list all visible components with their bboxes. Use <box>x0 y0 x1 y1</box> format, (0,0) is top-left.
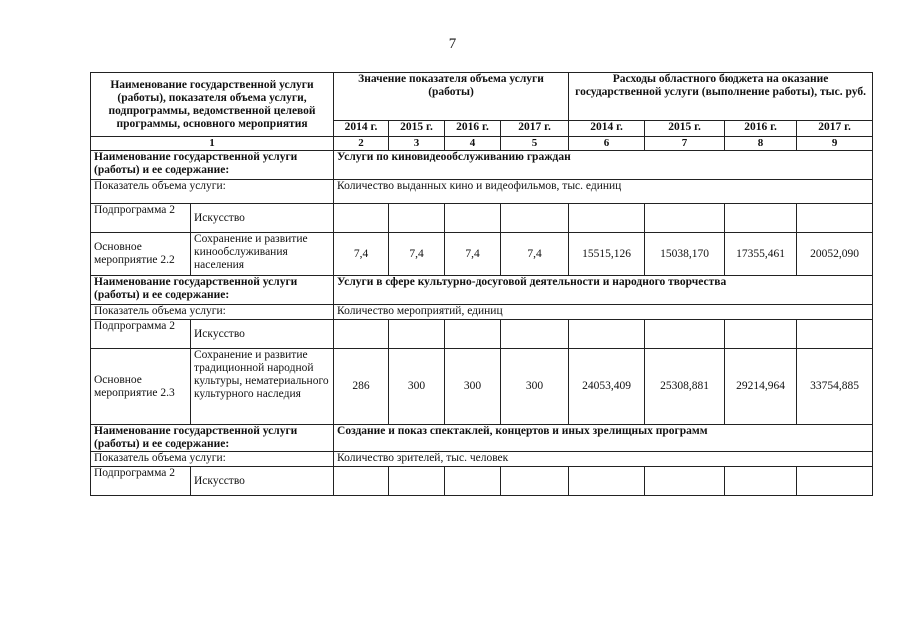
subprogram-label: Подпрограмма 2 <box>91 204 191 233</box>
empty-cell <box>389 204 445 233</box>
indicator-row <box>91 452 873 467</box>
year-header: 2014 г. <box>334 121 389 137</box>
expense-value: 25308,881 <box>645 349 725 425</box>
service-label: Наименование государственной услуги (работы) и ее содержание: <box>91 276 334 305</box>
column-number: 4 <box>445 137 501 151</box>
column-number: 6 <box>569 137 645 151</box>
empty-cell <box>797 467 873 496</box>
empty-cell <box>501 467 569 496</box>
empty-cell <box>569 467 645 496</box>
subprogram-row <box>91 467 873 496</box>
empty-cell <box>445 320 501 349</box>
volume-value: 300 <box>445 349 501 425</box>
year-header: 2016 г. <box>725 121 797 137</box>
empty-cell <box>725 467 797 496</box>
year-header: 2016 г. <box>445 121 501 137</box>
empty-cell <box>501 204 569 233</box>
expense-value: 33754,885 <box>797 349 873 425</box>
empty-cell <box>645 467 725 496</box>
expense-value: 29214,964 <box>725 349 797 425</box>
subprogram-name: Искусство <box>191 204 334 233</box>
volume-value: 7,4 <box>389 233 445 276</box>
activity-name: Сохранение и развитие традиционной народной культуры, нематериального культурного наследия <box>191 349 334 425</box>
volume-value: 7,4 <box>445 233 501 276</box>
year-header: 2015 г. <box>645 121 725 137</box>
column-number: 2 <box>334 137 389 151</box>
service-label: Наименование государственной услуги (работы) и ее содержание: <box>91 151 334 180</box>
column-number: 8 <box>725 137 797 151</box>
service-name: Создание и показ спектаклей, концертов и иных зрелищных программ <box>334 425 873 452</box>
column-number: 7 <box>645 137 725 151</box>
service-label: Наименование государственной услуги (работы) и ее содержание: <box>91 425 334 452</box>
column-number: 9 <box>797 137 873 151</box>
expense-value: 20052,090 <box>797 233 873 276</box>
empty-cell <box>645 204 725 233</box>
empty-cell <box>389 320 445 349</box>
indicator-label: Показатель объема услуги: <box>91 180 334 204</box>
indicator-row <box>91 305 873 320</box>
subprogram-name: Искусство <box>191 467 334 496</box>
year-header: 2015 г. <box>389 121 445 137</box>
empty-cell <box>334 320 389 349</box>
activity-label: Основное мероприятие 2.3 <box>91 349 191 425</box>
service-row <box>91 276 873 305</box>
activity-label: Основное мероприятие 2.2 <box>91 233 191 276</box>
table-header-row <box>91 73 873 121</box>
indicator-row <box>91 180 873 204</box>
indicator-value: Количество выданных кино и видеофильмов, тыс. единиц <box>334 180 873 204</box>
volume-value: 300 <box>501 349 569 425</box>
indicator-label: Показатель объема услуги: <box>91 452 334 467</box>
empty-cell <box>797 320 873 349</box>
subprogram-label: Подпрограмма 2 <box>91 320 191 349</box>
column-number: 3 <box>389 137 445 151</box>
year-header: 2014 г. <box>569 121 645 137</box>
empty-cell <box>569 204 645 233</box>
expense-value: 24053,409 <box>569 349 645 425</box>
indicator-label: Показатель объема услуги: <box>91 305 334 320</box>
name-column-header: Наименование государственной услуги (работы), показателя объема услуги, подпрограммы, ведомственной целевой программы, основного мероприятия <box>91 73 334 137</box>
year-header: 2017 г. <box>501 121 569 137</box>
service-row <box>91 425 873 452</box>
volume-value: 7,4 <box>334 233 389 276</box>
activity-name: Сохранение и развитие кинообслуживания населения <box>191 233 334 276</box>
empty-cell <box>445 467 501 496</box>
empty-cell <box>797 204 873 233</box>
subprogram-label: Подпрограмма 2 <box>91 467 191 496</box>
page-number: 7 <box>448 36 457 52</box>
empty-cell <box>569 320 645 349</box>
empty-cell <box>445 204 501 233</box>
empty-cell <box>645 320 725 349</box>
indicator-value: Количество зрителей, тыс. человек <box>334 452 873 467</box>
expense-value: 15515,126 <box>569 233 645 276</box>
empty-cell <box>501 320 569 349</box>
empty-cell <box>334 204 389 233</box>
year-header: 2017 г. <box>797 121 873 137</box>
service-name: Услуги по киновидеообслуживанию граждан <box>334 151 873 180</box>
column-number: 5 <box>501 137 569 151</box>
empty-cell <box>725 204 797 233</box>
service-row <box>91 151 873 180</box>
volume-group-header: Значение показателя объема услуги (работы) <box>334 73 569 121</box>
column-number-row <box>91 137 873 151</box>
empty-cell <box>389 467 445 496</box>
subprogram-row <box>91 320 873 349</box>
indicator-value: Количество мероприятий, единиц <box>334 305 873 320</box>
column-number: 1 <box>91 137 334 151</box>
activity-row <box>91 233 873 276</box>
activity-row <box>91 349 873 425</box>
subprogram-name: Искусство <box>191 320 334 349</box>
volume-value: 300 <box>389 349 445 425</box>
expense-value: 15038,170 <box>645 233 725 276</box>
expense-value: 17355,461 <box>725 233 797 276</box>
empty-cell <box>334 467 389 496</box>
volume-value: 7,4 <box>501 233 569 276</box>
expenditure-table <box>90 72 873 496</box>
service-name: Услуги в сфере культурно-досуговой деятельности и народного творчества <box>334 276 873 305</box>
budget-group-header: Расходы областного бюджета на оказание государственной услуги (выполнение работы), тыс. руб. <box>569 73 873 121</box>
subprogram-row <box>91 204 873 233</box>
empty-cell <box>725 320 797 349</box>
volume-value: 286 <box>334 349 389 425</box>
